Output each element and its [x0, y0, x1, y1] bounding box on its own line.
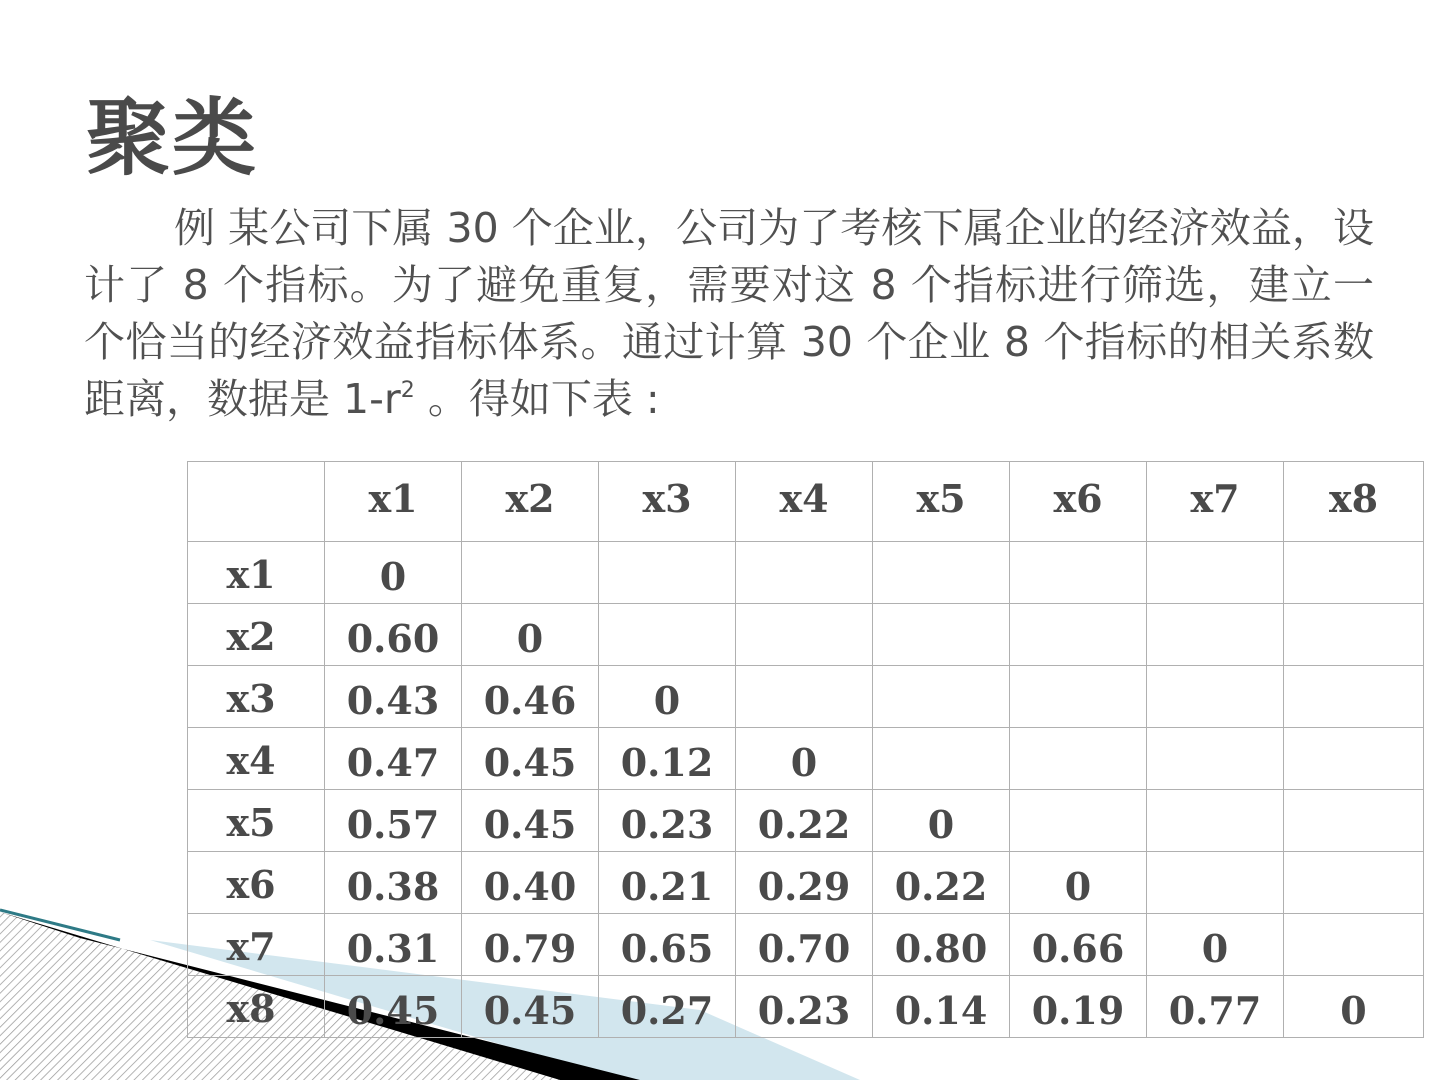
cell-value: 0.45 — [483, 740, 577, 785]
table-cell — [325, 728, 462, 790]
cell-value: 0 — [1064, 864, 1092, 909]
row-label: x5 — [226, 800, 276, 845]
cell-value: 0.45 — [346, 988, 440, 1033]
cell-value: 0.57 — [346, 802, 440, 847]
row-label-cell — [188, 542, 325, 604]
table-cell — [599, 852, 736, 914]
header-x3: x3 — [599, 462, 736, 542]
cell-value: 0.70 — [757, 926, 851, 971]
table-cell — [1147, 914, 1284, 976]
table-cell — [599, 976, 736, 1038]
table-cell — [1147, 604, 1284, 666]
table-cell — [1284, 604, 1424, 666]
cell-value: 0.79 — [483, 926, 577, 971]
table-row — [188, 604, 1424, 666]
cell-value — [1284, 666, 1423, 678]
table-cell — [873, 542, 1010, 604]
paragraph-superscript: 2 — [400, 378, 415, 403]
cell-value: 0.65 — [620, 926, 714, 971]
table-row — [188, 790, 1424, 852]
row-label-cell — [188, 604, 325, 666]
table-cell — [873, 666, 1010, 728]
table-cell — [325, 914, 462, 976]
table-row — [188, 666, 1424, 728]
cell-value: 0.66 — [1031, 926, 1125, 971]
page-title: 聚类 — [86, 89, 259, 187]
cell-value: 0.46 — [483, 678, 577, 723]
cell-value — [599, 604, 735, 616]
table-cell — [1284, 976, 1424, 1038]
row-label: x8 — [226, 986, 276, 1031]
paragraph-main: 例 某公司下属 30 个企业，公司为了考核下属企业的经济效益，设计了 8 个指标。为了避免重复，需要对这 8 个指标进行筛选，建立一个恰当的经济效益指标体系。通过计算 30 个企业 8 个指标的相关系数距离，数据是 1-r — [84, 204, 1374, 423]
row-label-cell — [188, 790, 325, 852]
row-label-cell — [188, 852, 325, 914]
table-cell — [736, 542, 873, 604]
table-cell — [736, 666, 873, 728]
row-label-cell — [188, 976, 325, 1038]
cell-value — [1284, 852, 1423, 864]
cell-value — [1147, 666, 1283, 678]
row-label: x3 — [226, 676, 276, 721]
table-cell — [325, 790, 462, 852]
table-cell — [462, 604, 599, 666]
table-cell — [736, 728, 873, 790]
table-cell — [873, 790, 1010, 852]
cell-value — [1284, 728, 1423, 740]
table-cell — [462, 976, 599, 1038]
cell-value: 0.60 — [346, 616, 440, 661]
cell-value: 0.45 — [483, 988, 577, 1033]
table-cell — [736, 604, 873, 666]
table-cell — [1147, 666, 1284, 728]
cell-value: 0.47 — [346, 740, 440, 785]
problem-paragraph — [84, 200, 1374, 428]
header-x6: x6 — [1010, 462, 1147, 542]
table-cell — [736, 790, 873, 852]
cell-value: 0.40 — [483, 864, 577, 909]
table-cell — [1147, 852, 1284, 914]
table-cell — [1010, 542, 1147, 604]
table-cell — [1284, 542, 1424, 604]
cell-value: 0 — [927, 802, 955, 847]
header-x7: x7 — [1147, 462, 1284, 542]
distance-matrix-table — [187, 461, 1424, 1038]
cell-value — [1284, 790, 1423, 802]
cell-value — [1010, 728, 1146, 740]
cell-value — [1147, 604, 1283, 616]
table-cell — [736, 852, 873, 914]
cell-value — [1010, 604, 1146, 616]
table-cell — [1010, 790, 1147, 852]
table-cell — [1010, 728, 1147, 790]
table-cell — [1010, 976, 1147, 1038]
cell-value — [1010, 666, 1146, 678]
table-cell — [873, 604, 1010, 666]
table-row — [188, 914, 1424, 976]
cell-value: 0.29 — [757, 864, 851, 909]
table-cell — [1284, 666, 1424, 728]
row-label-cell — [188, 914, 325, 976]
table-cell — [599, 790, 736, 852]
cell-value — [462, 542, 598, 554]
cell-value: 0.23 — [757, 988, 851, 1033]
table-cell — [873, 728, 1010, 790]
header-x2: x2 — [462, 462, 599, 542]
table-cell — [325, 604, 462, 666]
table-cell — [1010, 666, 1147, 728]
row-label: x7 — [226, 924, 276, 969]
table-cell — [1284, 790, 1424, 852]
cell-value — [1147, 728, 1283, 740]
row-label-cell — [188, 666, 325, 728]
table-cell — [1010, 604, 1147, 666]
table-cell — [325, 542, 462, 604]
cell-value — [1010, 790, 1146, 802]
table-cell — [462, 852, 599, 914]
table-cell — [599, 728, 736, 790]
table-cell — [325, 852, 462, 914]
table-cell — [462, 728, 599, 790]
cell-value — [1147, 542, 1283, 554]
cell-value: 0.21 — [620, 864, 714, 909]
header-x4: x4 — [736, 462, 873, 542]
table-cell — [599, 914, 736, 976]
table-cell — [1147, 728, 1284, 790]
cell-value: 0.45 — [483, 802, 577, 847]
cell-value — [736, 604, 872, 616]
table-header-row — [188, 462, 1424, 542]
table-cell — [462, 542, 599, 604]
cell-value — [1284, 542, 1423, 554]
table-cell — [1284, 852, 1424, 914]
table-cell — [325, 666, 462, 728]
cell-value: 0.12 — [620, 740, 714, 785]
cell-value — [873, 542, 1009, 554]
table-cell — [873, 976, 1010, 1038]
table-cell — [873, 852, 1010, 914]
row-label: x6 — [226, 862, 276, 907]
cell-value: 0.23 — [620, 802, 714, 847]
table-cell — [1010, 852, 1147, 914]
cell-value: 0.19 — [1031, 988, 1125, 1033]
table-cell — [1010, 914, 1147, 976]
cell-value: 0 — [653, 678, 681, 723]
cell-value: 0.14 — [894, 988, 988, 1033]
cell-value: 0 — [1340, 988, 1367, 1033]
row-label-cell — [188, 728, 325, 790]
table-cell — [1284, 914, 1424, 976]
header-x1: x1 — [325, 462, 462, 542]
cell-value: 0.22 — [894, 864, 988, 909]
cell-value: 0.77 — [1168, 988, 1262, 1033]
cell-value — [1147, 852, 1283, 864]
cell-value: 0.38 — [346, 864, 440, 909]
cell-value — [1147, 790, 1283, 802]
cell-value: 0.27 — [620, 988, 714, 1033]
table-cell — [1147, 790, 1284, 852]
cell-value — [873, 728, 1009, 740]
table-cell — [873, 914, 1010, 976]
table-cell — [599, 542, 736, 604]
table-cell — [1147, 976, 1284, 1038]
cell-value: 0.31 — [346, 926, 440, 971]
table-cell — [462, 790, 599, 852]
table-cell — [1284, 728, 1424, 790]
header-x5: x5 — [873, 462, 1010, 542]
cell-value: 0 — [516, 616, 544, 661]
table-cell — [736, 914, 873, 976]
cell-value — [873, 604, 1009, 616]
table-cell — [599, 604, 736, 666]
cell-value: 0 — [379, 554, 407, 599]
row-label: x4 — [226, 738, 276, 783]
cell-value — [1284, 604, 1423, 616]
header-corner-cell — [188, 462, 325, 542]
table-cell — [736, 976, 873, 1038]
table-cell — [462, 914, 599, 976]
header-x8: x8 — [1284, 462, 1424, 542]
cell-value — [736, 666, 872, 678]
table-cell — [325, 976, 462, 1038]
table-cell — [462, 666, 599, 728]
cell-value — [599, 542, 735, 554]
cell-value — [1010, 542, 1146, 554]
cell-value: 0 — [790, 740, 818, 785]
table-row — [188, 542, 1424, 604]
cell-value: 0 — [1201, 926, 1229, 971]
paragraph-tail: 。得如下表 : — [414, 375, 660, 423]
row-label: x2 — [226, 614, 276, 659]
cell-value: 0.22 — [757, 802, 851, 847]
table-cell — [599, 666, 736, 728]
cell-value: 0.80 — [894, 926, 988, 971]
cell-value — [873, 666, 1009, 678]
table-row — [188, 728, 1424, 790]
cell-value: 0.43 — [346, 678, 440, 723]
table-row — [188, 976, 1424, 1038]
cell-value — [1284, 914, 1423, 926]
table-cell — [1147, 542, 1284, 604]
row-label: x1 — [226, 552, 276, 597]
cell-value — [736, 542, 872, 554]
table-row — [188, 852, 1424, 914]
